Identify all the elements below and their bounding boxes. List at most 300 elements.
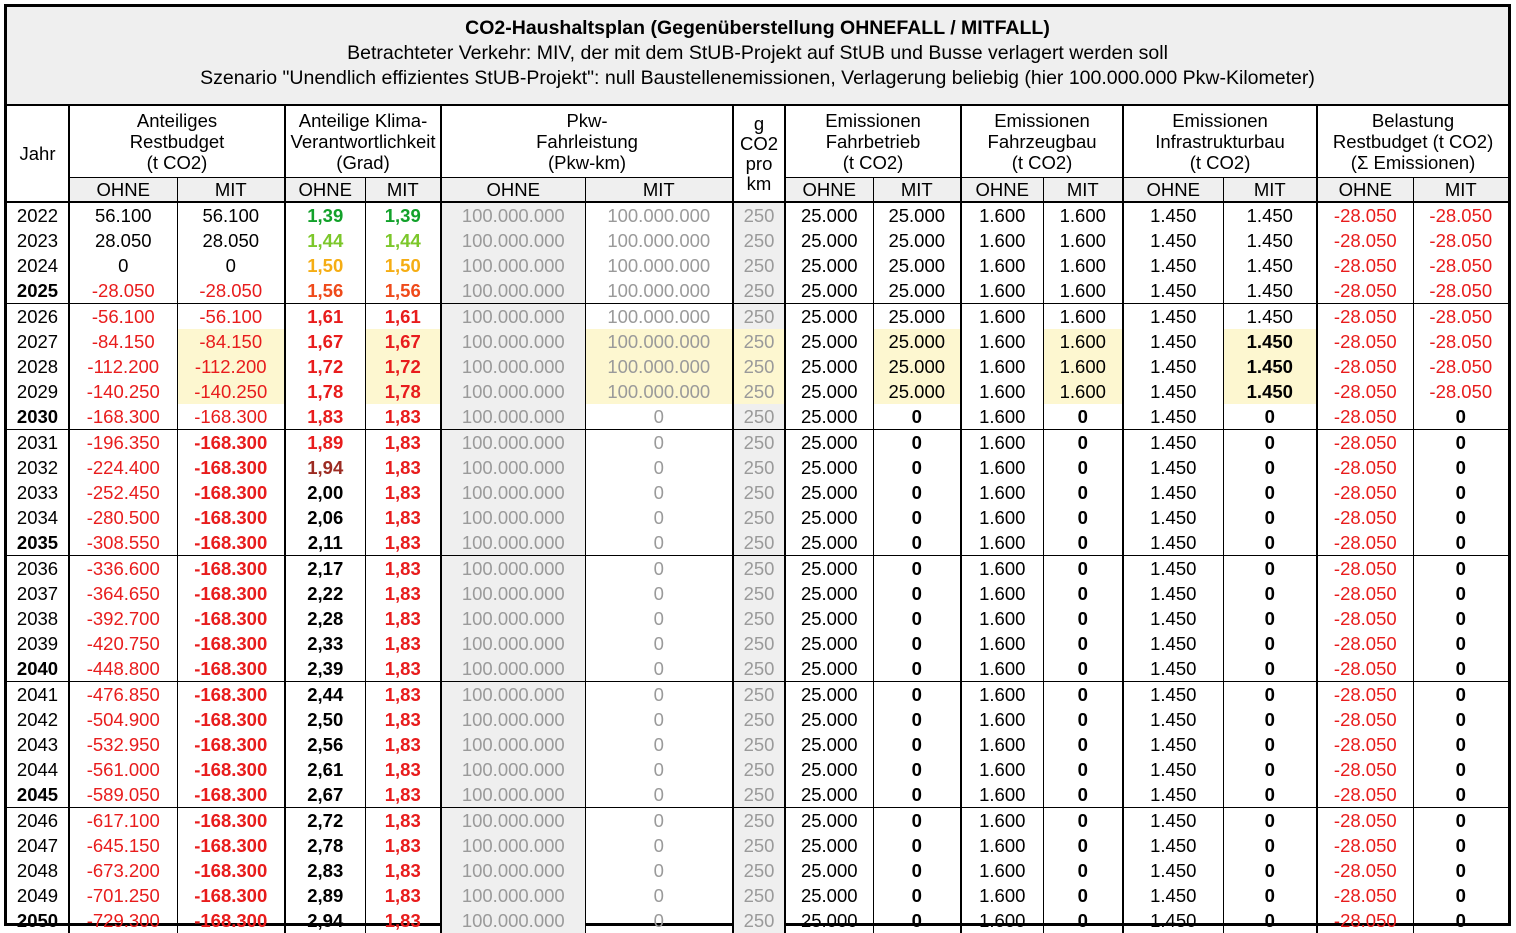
- cell-belastung-mit: -28.050: [1413, 354, 1508, 379]
- cell-pkw-ohne: 100.000.000: [441, 480, 585, 505]
- header-g-co2-pro-km: g CO2 pro km: [733, 106, 785, 202]
- table-row: [7, 379, 1508, 404]
- cell-belastung-mit: -28.050: [1413, 329, 1508, 354]
- cell-fahrbetrieb-mit: 0: [873, 430, 961, 456]
- cell-pkw-ohne: 100.000.000: [441, 530, 585, 556]
- cell-infrastruktur-mit: 0: [1223, 631, 1317, 656]
- table-row: [7, 404, 1508, 430]
- cell-jahr: 2022: [16, 205, 59, 226]
- cell-fahrzeugbau-mit: 0: [1043, 455, 1123, 480]
- cell-fahrzeugbau-ohne: 1.600: [961, 883, 1043, 908]
- cell-pkw-ohne: 100.000.000: [441, 304, 585, 330]
- cell-fahrzeugbau-ohne: 1.600: [961, 682, 1043, 708]
- cell-restbudget-ohne: -420.750: [69, 631, 177, 656]
- cell-belastung-mit: 0: [1413, 757, 1508, 782]
- cell-pkw-ohne: 100.000.000: [441, 908, 585, 933]
- cell-belastung-mit: 0: [1413, 656, 1508, 682]
- cell-infrastruktur-ohne: 1.450: [1123, 606, 1223, 631]
- cell-restbudget-ohne: 56.100: [69, 202, 177, 228]
- cell-klima-ohne: 2,61: [285, 757, 365, 782]
- cell-fahrbetrieb-mit: 25.000: [873, 304, 961, 330]
- cell-belastung-mit: 0: [1413, 682, 1508, 708]
- cell-klima-ohne: 2,06: [285, 505, 365, 530]
- cell-klima-mit: 1,83: [365, 430, 441, 456]
- cell-fahrzeugbau-mit: 0: [1043, 430, 1123, 456]
- cell-klima-ohne: 2,83: [285, 858, 365, 883]
- subheader-mit: MIT: [1043, 178, 1123, 203]
- cell-klima-mit: 1,83: [365, 656, 441, 682]
- cell-g-co2-pro-km: 250: [733, 732, 785, 757]
- sheet-subtitle-scenario: Szenario "Unendlich effizientes StUB-Projekt": null Baustellenemissionen, Verlagerung beliebig (hier 100.000.000 Pkw-Kilometer): [200, 67, 1315, 89]
- cell-klima-mit: 1,50: [365, 253, 441, 278]
- table-row: [7, 329, 1508, 354]
- cell-restbudget-mit: -168.300: [177, 707, 285, 732]
- cell-klima-ohne: 1,67: [285, 329, 365, 354]
- cell-fahrbetrieb-ohne: 25.000: [785, 908, 873, 933]
- table-row: [7, 455, 1508, 480]
- cell-g-co2-pro-km: 250: [733, 228, 785, 253]
- table-row: [7, 228, 1508, 253]
- cell-belastung-ohne: -28.050: [1317, 329, 1413, 354]
- cell-fahrzeugbau-mit: 0: [1043, 858, 1123, 883]
- cell-infrastruktur-mit: 0: [1223, 455, 1317, 480]
- cell-fahrzeugbau-ohne: 1.600: [961, 631, 1043, 656]
- cell-klima-mit: 1,83: [365, 556, 441, 582]
- cell-klima-mit: 1,83: [365, 606, 441, 631]
- cell-jahr: 2027: [16, 331, 59, 352]
- cell-infrastruktur-mit: 1.450: [1223, 329, 1317, 354]
- cell-fahrzeugbau-ohne: 1.600: [961, 808, 1043, 834]
- cell-fahrbetrieb-ohne: 25.000: [785, 858, 873, 883]
- cell-pkw-ohne: 100.000.000: [441, 833, 585, 858]
- table-row: [7, 858, 1508, 883]
- cell-fahrbetrieb-mit: 25.000: [873, 379, 961, 404]
- cell-jahr: 2036: [7, 556, 69, 582]
- cell-klima-ohne: 2,89: [285, 883, 365, 908]
- cell-infrastruktur-ohne: 1.450: [1123, 883, 1223, 908]
- table-row: [7, 430, 1508, 456]
- cell-pkw-mit: 100.000.000: [585, 228, 733, 253]
- cell-belastung-ohne: -28.050: [1317, 455, 1413, 480]
- cell-pkw-ohne: 100.000.000: [441, 404, 585, 430]
- cell-pkw-mit: 0: [585, 656, 733, 682]
- cell-belastung-mit: 0: [1413, 631, 1508, 656]
- cell-g-co2-pro-km: 250: [733, 480, 785, 505]
- cell-restbudget-ohne: -701.250: [69, 883, 177, 908]
- cell-fahrzeugbau-ohne: 1.600: [961, 304, 1043, 330]
- cell-infrastruktur-mit: 0: [1223, 782, 1317, 808]
- subheader-ohne: OHNE: [69, 178, 177, 203]
- cell-jahr: 2035: [16, 532, 59, 553]
- cell-fahrbetrieb-ohne: 25.000: [785, 228, 873, 253]
- cell-fahrzeugbau-ohne: 1.600: [961, 858, 1043, 883]
- cell-fahrbetrieb-ohne: 25.000: [785, 606, 873, 631]
- subheader-mit: MIT: [1223, 178, 1317, 203]
- cell-restbudget-ohne: -504.900: [69, 707, 177, 732]
- cell-g-co2-pro-km: 250: [733, 354, 785, 379]
- cell-fahrzeugbau-ohne: 1.600: [961, 228, 1043, 253]
- cell-klima-ohne: 1,94: [285, 455, 365, 480]
- co2-budget-table: [7, 106, 1508, 933]
- table-row: [7, 908, 1508, 933]
- cell-restbudget-mit: -168.300: [177, 833, 285, 858]
- header-emissionen-fahrbetrieb: Emissionen Fahrbetrieb (t CO2): [785, 106, 961, 178]
- cell-restbudget-mit: -168.300: [177, 606, 285, 631]
- cell-infrastruktur-ohne: 1.450: [1123, 656, 1223, 682]
- cell-fahrzeugbau-ohne: 1.600: [961, 505, 1043, 530]
- cell-pkw-mit: 0: [585, 606, 733, 631]
- cell-restbudget-mit: -168.300: [177, 682, 285, 708]
- cell-klima-mit: 1,78: [365, 379, 441, 404]
- cell-fahrbetrieb-ohne: 25.000: [785, 556, 873, 582]
- cell-restbudget-ohne: -476.850: [69, 682, 177, 708]
- cell-fahrzeugbau-ohne: 1.600: [961, 707, 1043, 732]
- cell-jahr: 2040: [16, 658, 59, 679]
- cell-restbudget-ohne: -364.650: [69, 581, 177, 606]
- cell-pkw-ohne: 100.000.000: [441, 757, 585, 782]
- cell-belastung-ohne: -28.050: [1317, 202, 1413, 228]
- cell-fahrzeugbau-mit: 1.600: [1043, 253, 1123, 278]
- cell-belastung-mit: -28.050: [1413, 228, 1508, 253]
- cell-infrastruktur-ohne: 1.450: [1123, 505, 1223, 530]
- cell-klima-mit: 1,72: [365, 354, 441, 379]
- cell-jahr: 2032: [16, 457, 59, 478]
- cell-jahr: 2050: [16, 910, 59, 931]
- cell-fahrzeugbau-mit: 0: [1043, 883, 1123, 908]
- cell-infrastruktur-mit: 0: [1223, 908, 1317, 933]
- cell-restbudget-mit: -168.300: [177, 757, 285, 782]
- cell-infrastruktur-mit: 0: [1223, 656, 1317, 682]
- cell-klima-mit: 1,61: [365, 304, 441, 330]
- cell-belastung-ohne: -28.050: [1317, 304, 1413, 330]
- cell-jahr: 2030: [16, 406, 59, 427]
- cell-g-co2-pro-km: 250: [733, 530, 785, 556]
- cell-infrastruktur-ohne: 1.450: [1123, 202, 1223, 228]
- cell-fahrzeugbau-mit: 0: [1043, 782, 1123, 808]
- cell-infrastruktur-ohne: 1.450: [1123, 631, 1223, 656]
- cell-fahrzeugbau-mit: 0: [1043, 581, 1123, 606]
- subheader-mit: MIT: [873, 178, 961, 203]
- cell-fahrbetrieb-ohne: 25.000: [785, 631, 873, 656]
- cell-fahrzeugbau-ohne: 1.600: [961, 606, 1043, 631]
- cell-fahrzeugbau-mit: 0: [1043, 656, 1123, 682]
- cell-klima-mit: 1,83: [365, 455, 441, 480]
- cell-belastung-mit: 0: [1413, 404, 1508, 430]
- cell-klima-mit: 1,83: [365, 581, 441, 606]
- cell-restbudget-ohne: 0: [69, 253, 177, 278]
- cell-fahrbetrieb-ohne: 25.000: [785, 808, 873, 834]
- table-row: [7, 581, 1508, 606]
- cell-klima-ohne: 2,50: [285, 707, 365, 732]
- cell-pkw-ohne: 100.000.000: [441, 253, 585, 278]
- cell-infrastruktur-mit: 0: [1223, 707, 1317, 732]
- cell-restbudget-ohne: -224.400: [69, 455, 177, 480]
- cell-infrastruktur-mit: 1.450: [1223, 278, 1317, 304]
- cell-fahrbetrieb-ohne: 25.000: [785, 455, 873, 480]
- cell-fahrbetrieb-ohne: 25.000: [785, 379, 873, 404]
- cell-fahrzeugbau-ohne: 1.600: [961, 455, 1043, 480]
- cell-pkw-ohne: 100.000.000: [441, 505, 585, 530]
- cell-klima-mit: 1,83: [365, 480, 441, 505]
- subheader-mit: MIT: [177, 178, 285, 203]
- cell-pkw-mit: 0: [585, 455, 733, 480]
- cell-klima-ohne: 2,72: [285, 808, 365, 834]
- subheader-ohne: OHNE: [441, 178, 585, 203]
- cell-infrastruktur-mit: 0: [1223, 480, 1317, 505]
- cell-pkw-mit: 0: [585, 480, 733, 505]
- cell-klima-mit: 1,83: [365, 505, 441, 530]
- table-row: [7, 883, 1508, 908]
- cell-fahrbetrieb-mit: 0: [873, 606, 961, 631]
- cell-restbudget-mit: -112.200: [177, 354, 285, 379]
- cell-jahr: 2024: [16, 255, 59, 276]
- cell-infrastruktur-mit: 0: [1223, 833, 1317, 858]
- cell-restbudget-mit: -168.300: [177, 908, 285, 933]
- cell-g-co2-pro-km: 250: [733, 253, 785, 278]
- cell-fahrbetrieb-mit: 0: [873, 455, 961, 480]
- cell-restbudget-ohne: -561.000: [69, 757, 177, 782]
- cell-jahr: 2046: [7, 808, 69, 834]
- cell-fahrzeugbau-ohne: 1.600: [961, 908, 1043, 933]
- cell-g-co2-pro-km: 250: [733, 329, 785, 354]
- cell-fahrbetrieb-ohne: 25.000: [785, 883, 873, 908]
- cell-klima-mit: 1,83: [365, 833, 441, 858]
- cell-fahrzeugbau-mit: 0: [1043, 404, 1123, 430]
- cell-belastung-ohne: -28.050: [1317, 430, 1413, 456]
- cell-belastung-ohne: -28.050: [1317, 833, 1413, 858]
- cell-restbudget-mit: -84.150: [177, 329, 285, 354]
- cell-klima-ohne: 2,33: [285, 631, 365, 656]
- cell-fahrbetrieb-mit: 25.000: [873, 329, 961, 354]
- cell-restbudget-ohne: -28.050: [69, 278, 177, 304]
- cell-pkw-mit: 100.000.000: [585, 278, 733, 304]
- cell-restbudget-ohne: -140.250: [69, 379, 177, 404]
- cell-g-co2-pro-km: 250: [733, 833, 785, 858]
- cell-fahrzeugbau-ohne: 1.600: [961, 556, 1043, 582]
- cell-fahrzeugbau-mit: 1.600: [1043, 329, 1123, 354]
- cell-pkw-mit: 0: [585, 732, 733, 757]
- cell-belastung-ohne: -28.050: [1317, 782, 1413, 808]
- cell-jahr: 2039: [16, 633, 59, 654]
- cell-belastung-ohne: -28.050: [1317, 682, 1413, 708]
- cell-klima-mit: 1,39: [365, 202, 441, 228]
- cell-infrastruktur-ohne: 1.450: [1123, 329, 1223, 354]
- cell-infrastruktur-ohne: 1.450: [1123, 707, 1223, 732]
- cell-infrastruktur-ohne: 1.450: [1123, 530, 1223, 556]
- subheader-mit: MIT: [585, 178, 733, 203]
- cell-restbudget-mit: -168.300: [177, 732, 285, 757]
- cell-infrastruktur-ohne: 1.450: [1123, 757, 1223, 782]
- cell-belastung-mit: 0: [1413, 556, 1508, 582]
- cell-infrastruktur-mit: 0: [1223, 556, 1317, 582]
- title-block: [7, 7, 1508, 106]
- cell-belastung-ohne: -28.050: [1317, 480, 1413, 505]
- cell-fahrbetrieb-ohne: 25.000: [785, 505, 873, 530]
- table-row: [7, 202, 1508, 228]
- cell-fahrbetrieb-ohne: 25.000: [785, 329, 873, 354]
- cell-infrastruktur-mit: 0: [1223, 858, 1317, 883]
- cell-klima-ohne: 2,22: [285, 581, 365, 606]
- cell-jahr: 2026: [7, 304, 69, 330]
- cell-infrastruktur-ohne: 1.450: [1123, 556, 1223, 582]
- cell-klima-ohne: 2,39: [285, 656, 365, 682]
- cell-restbudget-mit: -168.300: [177, 631, 285, 656]
- cell-jahr: 2023: [16, 230, 59, 251]
- cell-klima-ohne: 2,56: [285, 732, 365, 757]
- cell-pkw-ohne: 100.000.000: [441, 581, 585, 606]
- table-row: [7, 833, 1508, 858]
- cell-restbudget-mit: -168.300: [177, 530, 285, 556]
- cell-klima-ohne: 2,11: [285, 530, 365, 556]
- header-klima: Anteilige Klima- Verantwortlichkeit (Grad): [285, 106, 441, 178]
- cell-klima-mit: 1,83: [365, 757, 441, 782]
- cell-infrastruktur-ohne: 1.450: [1123, 430, 1223, 456]
- cell-infrastruktur-mit: 1.450: [1223, 228, 1317, 253]
- cell-belastung-ohne: -28.050: [1317, 606, 1413, 631]
- cell-restbudget-mit: -168.300: [177, 505, 285, 530]
- cell-fahrzeugbau-ohne: 1.600: [961, 757, 1043, 782]
- cell-fahrbetrieb-mit: 0: [873, 581, 961, 606]
- cell-restbudget-ohne: -729.300: [69, 908, 177, 933]
- cell-g-co2-pro-km: 250: [733, 858, 785, 883]
- cell-infrastruktur-ohne: 1.450: [1123, 455, 1223, 480]
- cell-pkw-ohne: 100.000.000: [441, 808, 585, 834]
- cell-restbudget-ohne: -196.350: [69, 430, 177, 456]
- cell-klima-ohne: 1,72: [285, 354, 365, 379]
- header-emissionen-infrastrukturbau: Emissionen Infrastrukturbau (t CO2): [1123, 106, 1317, 178]
- cell-belastung-ohne: -28.050: [1317, 908, 1413, 933]
- cell-belastung-ohne: -28.050: [1317, 354, 1413, 379]
- cell-g-co2-pro-km: 250: [733, 404, 785, 430]
- cell-fahrbetrieb-mit: 0: [873, 908, 961, 933]
- cell-jahr: 2041: [7, 682, 69, 708]
- cell-belastung-mit: 0: [1413, 480, 1508, 505]
- cell-belastung-mit: 0: [1413, 505, 1508, 530]
- cell-klima-mit: 1,83: [365, 782, 441, 808]
- cell-pkw-mit: 0: [585, 430, 733, 456]
- subheader-ohne: OHNE: [285, 178, 365, 203]
- table-row: [7, 808, 1508, 834]
- cell-belastung-mit: 0: [1413, 782, 1508, 808]
- cell-jahr: 2042: [16, 709, 59, 730]
- cell-jahr: 2048: [16, 860, 59, 881]
- cell-infrastruktur-ohne: 1.450: [1123, 782, 1223, 808]
- cell-jahr: 2034: [16, 507, 59, 528]
- cell-belastung-mit: 0: [1413, 732, 1508, 757]
- cell-pkw-ohne: 100.000.000: [441, 732, 585, 757]
- cell-fahrbetrieb-mit: 0: [873, 782, 961, 808]
- header-emissionen-fahrzeugbau: Emissionen Fahrzeugbau (t CO2): [961, 106, 1123, 178]
- cell-fahrzeugbau-ohne: 1.600: [961, 379, 1043, 404]
- cell-fahrbetrieb-mit: 25.000: [873, 354, 961, 379]
- cell-pkw-ohne: 100.000.000: [441, 556, 585, 582]
- cell-fahrbetrieb-mit: 0: [873, 505, 961, 530]
- cell-fahrzeugbau-ohne: 1.600: [961, 530, 1043, 556]
- cell-belastung-mit: -28.050: [1413, 379, 1508, 404]
- cell-fahrbetrieb-mit: 0: [873, 858, 961, 883]
- cell-belastung-ohne: -28.050: [1317, 808, 1413, 834]
- cell-belastung-mit: 0: [1413, 606, 1508, 631]
- cell-fahrzeugbau-mit: 0: [1043, 808, 1123, 834]
- cell-restbudget-ohne: -589.050: [69, 782, 177, 808]
- cell-g-co2-pro-km: 250: [733, 656, 785, 682]
- cell-fahrzeugbau-ohne: 1.600: [961, 278, 1043, 304]
- cell-infrastruktur-mit: 0: [1223, 808, 1317, 834]
- cell-fahrbetrieb-ohne: 25.000: [785, 732, 873, 757]
- cell-infrastruktur-mit: 1.450: [1223, 253, 1317, 278]
- cell-g-co2-pro-km: 250: [733, 606, 785, 631]
- cell-infrastruktur-mit: 0: [1223, 682, 1317, 708]
- cell-pkw-ohne: 100.000.000: [441, 379, 585, 404]
- cell-belastung-mit: -28.050: [1413, 304, 1508, 330]
- cell-klima-mit: 1,56: [365, 278, 441, 304]
- cell-jahr: 2043: [16, 734, 59, 755]
- cell-g-co2-pro-km: 250: [733, 808, 785, 834]
- cell-fahrbetrieb-mit: 0: [873, 631, 961, 656]
- cell-fahrzeugbau-ohne: 1.600: [961, 833, 1043, 858]
- cell-belastung-ohne: -28.050: [1317, 530, 1413, 556]
- cell-restbudget-mit: -168.300: [177, 883, 285, 908]
- cell-jahr: 2029: [16, 381, 59, 402]
- cell-fahrbetrieb-ohne: 25.000: [785, 480, 873, 505]
- cell-fahrbetrieb-ohne: 25.000: [785, 354, 873, 379]
- cell-belastung-ohne: -28.050: [1317, 883, 1413, 908]
- cell-klima-mit: 1,83: [365, 707, 441, 732]
- cell-infrastruktur-ohne: 1.450: [1123, 253, 1223, 278]
- subheader-ohne: OHNE: [1317, 178, 1413, 203]
- cell-pkw-mit: 0: [585, 682, 733, 708]
- cell-restbudget-mit: -168.300: [177, 656, 285, 682]
- cell-pkw-mit: 0: [585, 581, 733, 606]
- cell-pkw-ohne: 100.000.000: [441, 682, 585, 708]
- cell-pkw-mit: 0: [585, 833, 733, 858]
- cell-fahrzeugbau-mit: 0: [1043, 757, 1123, 782]
- cell-belastung-ohne: -28.050: [1317, 556, 1413, 582]
- cell-restbudget-mit: 0: [177, 253, 285, 278]
- cell-fahrbetrieb-ohne: 25.000: [785, 682, 873, 708]
- cell-infrastruktur-ohne: 1.450: [1123, 682, 1223, 708]
- cell-fahrbetrieb-mit: 0: [873, 530, 961, 556]
- cell-pkw-ohne: 100.000.000: [441, 631, 585, 656]
- cell-jahr: 2025: [16, 280, 59, 301]
- cell-pkw-ohne: 100.000.000: [441, 606, 585, 631]
- cell-g-co2-pro-km: 250: [733, 883, 785, 908]
- table-row: [7, 757, 1508, 782]
- cell-belastung-ohne: -28.050: [1317, 278, 1413, 304]
- cell-pkw-ohne: 100.000.000: [441, 354, 585, 379]
- cell-pkw-mit: 0: [585, 707, 733, 732]
- cell-restbudget-mit: -168.300: [177, 556, 285, 582]
- cell-klima-ohne: 1,78: [285, 379, 365, 404]
- table-row: [7, 556, 1508, 582]
- cell-pkw-mit: 0: [585, 757, 733, 782]
- cell-restbudget-mit: 56.100: [177, 202, 285, 228]
- cell-belastung-mit: 0: [1413, 530, 1508, 556]
- cell-klima-ohne: 1,89: [285, 430, 365, 456]
- cell-fahrzeugbau-ohne: 1.600: [961, 202, 1043, 228]
- cell-infrastruktur-mit: 1.450: [1223, 202, 1317, 228]
- cell-fahrzeugbau-ohne: 1.600: [961, 354, 1043, 379]
- cell-infrastruktur-mit: 0: [1223, 606, 1317, 631]
- cell-pkw-mit: 0: [585, 858, 733, 883]
- cell-infrastruktur-ohne: 1.450: [1123, 354, 1223, 379]
- cell-fahrbetrieb-ohne: 25.000: [785, 278, 873, 304]
- cell-restbudget-mit: -168.300: [177, 858, 285, 883]
- cell-infrastruktur-mit: 0: [1223, 732, 1317, 757]
- cell-belastung-ohne: -28.050: [1317, 253, 1413, 278]
- cell-klima-ohne: 2,94: [285, 908, 365, 933]
- cell-restbudget-ohne: -168.300: [69, 404, 177, 430]
